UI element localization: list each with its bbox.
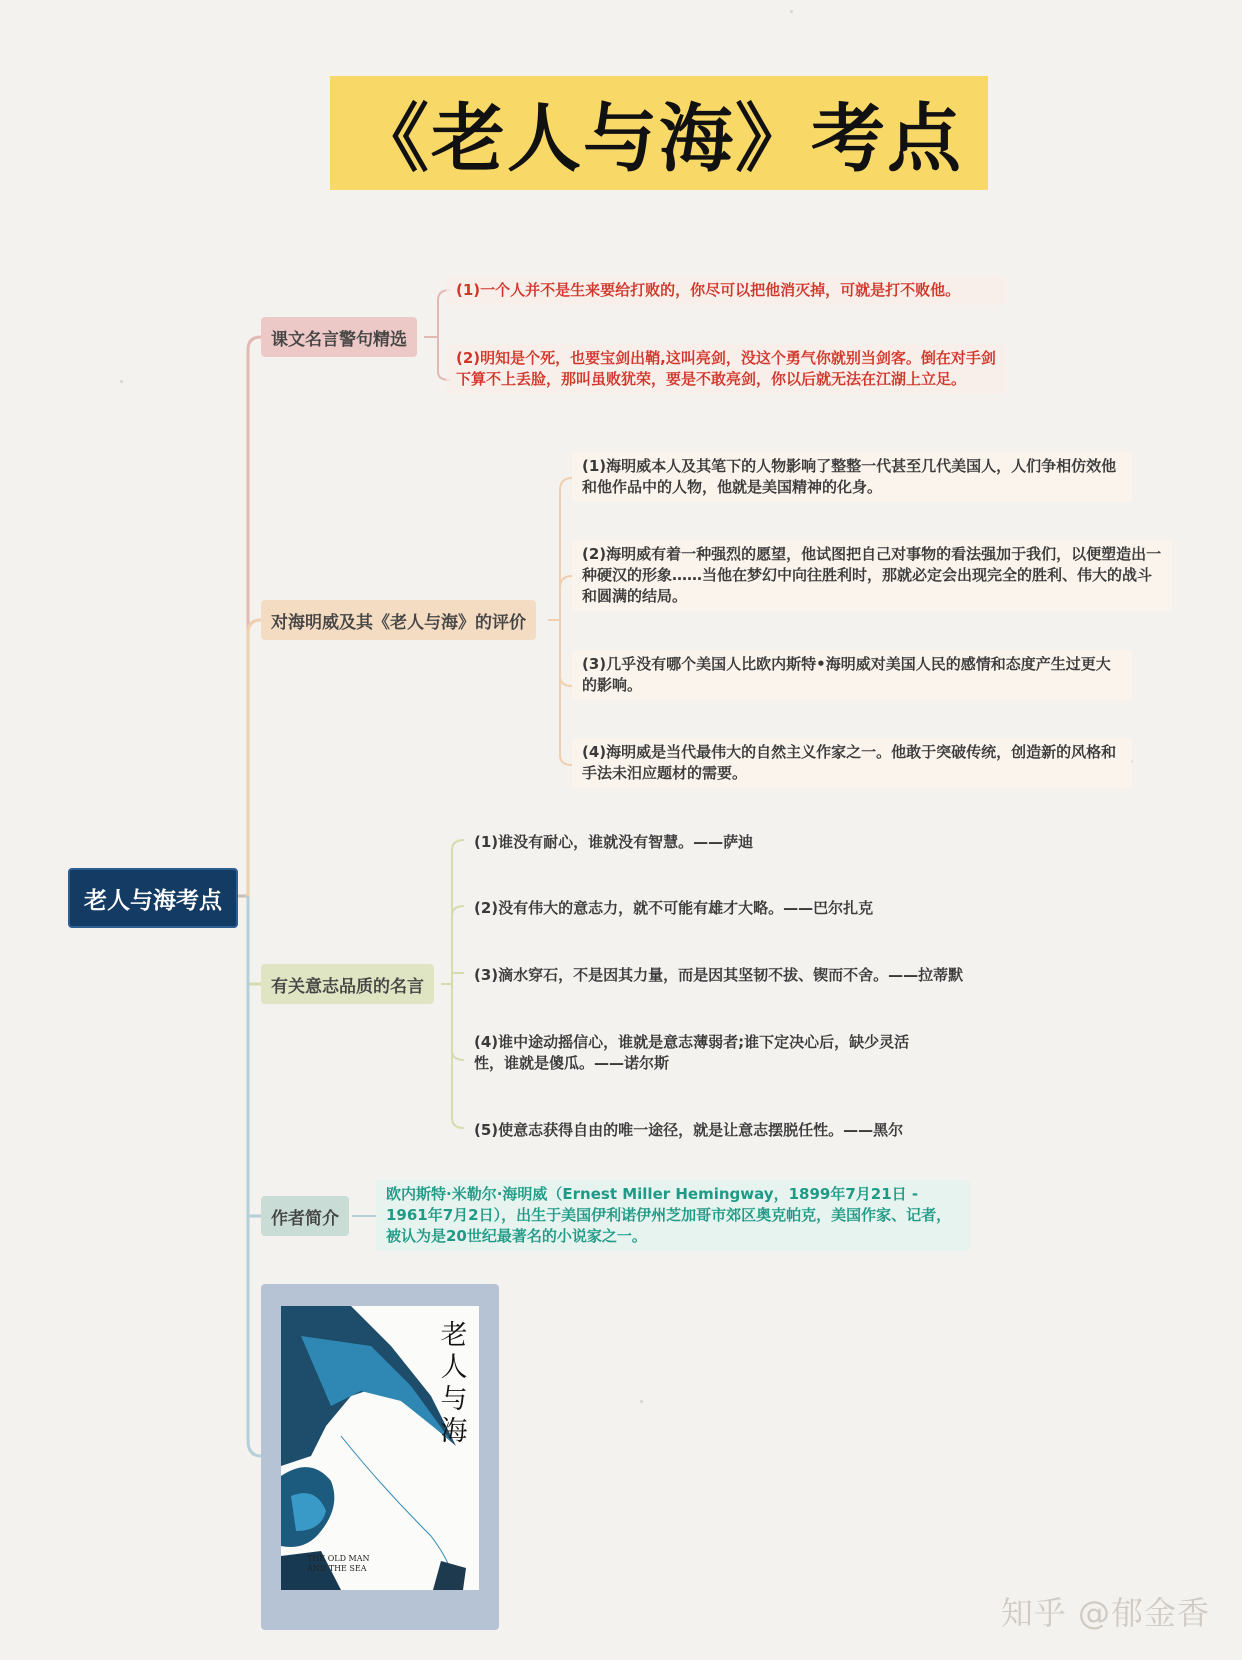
- paper-fleck: [790, 10, 793, 13]
- leaf-evaluation-2: (2)海明威有着一种强烈的愿望，他试图把自己对事物的看法强加于我们，以便塑造出一种硬汉的形象……当他在梦幻中向往胜利时，那就必定会出现完全的胜利、伟大的战斗和圆满的结局。: [572, 540, 1172, 611]
- book-cover-frame: [261, 1284, 499, 1630]
- title-banner: [330, 76, 988, 190]
- branch-author-intro[interactable]: 作者简介: [261, 1196, 349, 1236]
- leaf-author-bio: 欧内斯特·米勒尔·海明威（Ernest Miller Hemingway，1899年7月21日 - 1961年7月2日），出生于美国伊利诺伊州芝加哥市郊区奥克帕克，美国作家、记者，被认为是20世纪最著名的小说家之一。: [376, 1180, 970, 1251]
- paper-fleck: [640, 1400, 643, 1403]
- watermark: 知乎 @郁金香: [1000, 1594, 1210, 1632]
- leaf-willpower-2: (2)没有伟大的意志力，就不可能有雄才大略。——巴尔扎克: [474, 899, 874, 917]
- leaf-evaluation-1: (1)海明威本人及其笔下的人物影响了整整一代甚至几代美国人，人们争相仿效他和他作品中的人物，他就是美国精神的化身。: [572, 452, 1132, 502]
- branch-willpower-quotes[interactable]: 有关意志品质的名言: [261, 964, 434, 1004]
- trunk-b3: [248, 896, 261, 984]
- trunk-book: [248, 896, 261, 1456]
- page-title: 《老人与海》考点: [355, 96, 963, 182]
- branch-evaluations[interactable]: 对海明威及其《老人与海》的评价: [261, 600, 536, 640]
- book-cover: [281, 1306, 479, 1590]
- trunk-b1: [248, 337, 261, 896]
- trunk-b2: [248, 620, 261, 896]
- paper-fleck: [120, 380, 123, 383]
- book-title-cn: 老人与海: [440, 1320, 468, 1447]
- branch-quotes-from-text[interactable]: 课文名言警句精选: [261, 317, 417, 357]
- leaf-quote-2: (2)明知是个死，也要宝剑出鞘,这叫亮剑，没这个勇气你就别当剑客。倒在对手剑下算不上丢脸，那叫虽败犹荣，要是不敢亮剑，你以后就无法在江湖上立足。: [446, 344, 1006, 394]
- book-title-en-line2: AND THE SEA: [307, 1564, 367, 1573]
- leaf-willpower-1: (1)谁没有耐心，谁就没有智慧。——萨迪: [474, 833, 754, 851]
- leaf-willpower-5: (5)使意志获得自由的唯一途径，就是让意志摆脱任性。——黑尔: [474, 1121, 904, 1139]
- leaf-willpower-4: (4)谁中途动摇信心，谁就是意志薄弱者;谁下定决心后，缺少灵活性，谁就是傻瓜。——诺尔斯: [474, 1033, 910, 1072]
- leaf-quote-1: (1)一个人并不是生来要给打败的，你尽可以把他消灭掉，可就是打不败他。: [446, 276, 1006, 305]
- leaf-evaluation-4: (4)海明威是当代最伟大的自然主义作家之一。他敢于突破传统，创造新的风格和手法未汨应题材的需要。: [572, 738, 1132, 788]
- mindmap-root[interactable]: 老人与海考点: [68, 868, 238, 928]
- leaf-willpower-3: (3)滴水穿石，不是因其力量，而是因其坚韧不拔、锲而不舍。——拉蒂默: [474, 966, 964, 984]
- book-title-en: [307, 1554, 370, 1574]
- book-title-en-line1: THE OLD MAN: [307, 1554, 370, 1563]
- trunk-b4: [248, 896, 261, 1216]
- leaf-evaluation-3: (3)几乎没有哪个美国人比欧内斯特•海明威对美国人民的感情和态度产生过更大的影响。: [572, 650, 1132, 700]
- b3-connector: [441, 840, 464, 1128]
- b2-connector: [548, 478, 572, 765]
